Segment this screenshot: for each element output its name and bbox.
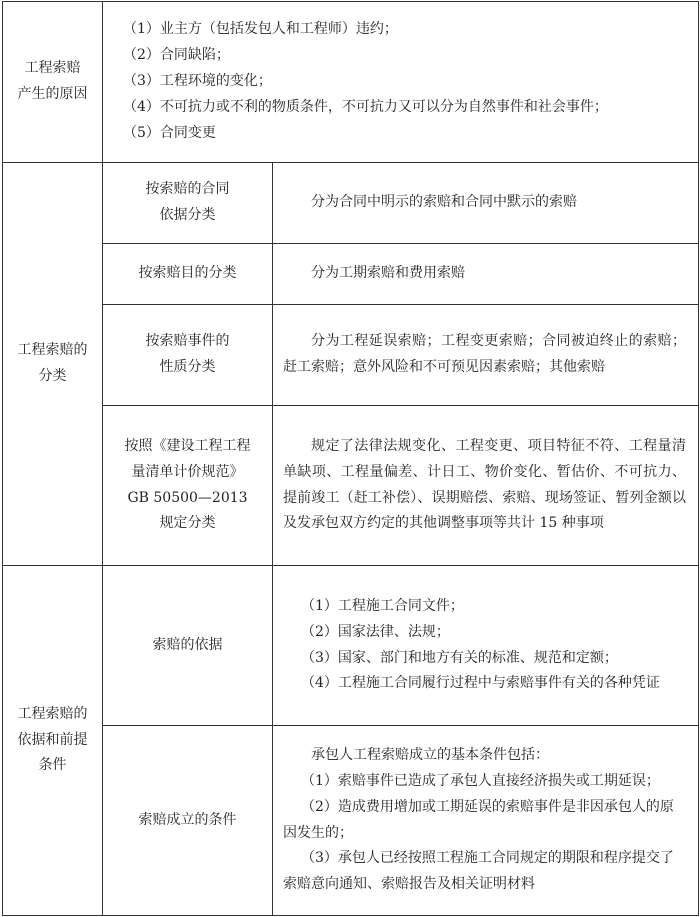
heading-line: 分类 (38, 368, 67, 384)
heading-line: 工程索赔的 (17, 705, 88, 722)
list-item: （2）合同缺陷； (123, 47, 230, 64)
heading-line: 产生的原因 (17, 86, 88, 102)
label-line: 依据分类 (159, 207, 216, 223)
table-row (3, 305, 699, 406)
label-line: 量清单计价规范》 (131, 463, 244, 480)
heading-line: 工程索赔 (24, 60, 81, 77)
list-item: （2）国家法律、法规； (301, 623, 450, 640)
classification-text: 分为工程延误索赔；工程变更索赔；合同被迫终止的索赔；赶工索赔；意外风险和不可预见因素索赔；其他索赔 (273, 305, 699, 406)
table-row (3, 163, 699, 244)
list-item: （1）业主方（包括发包人和工程师）违约； (123, 21, 398, 38)
table-row (3, 244, 699, 305)
basis-label: 索赔的依据 (103, 566, 273, 726)
section-heading-classification (3, 163, 103, 566)
label-line: 规定分类 (159, 515, 216, 532)
label-line: GB 50500—2013 (127, 489, 248, 506)
label-line: 按照《建设工程工程 (124, 437, 251, 454)
basis-list (273, 566, 699, 726)
list-item: （1）工程施工合同文件； (301, 597, 464, 614)
table-row (3, 2, 699, 163)
classification-text: 分为工期索赔和费用索赔 (273, 244, 699, 305)
list-item: （3）承包人已经按照工程施工合同规定的期限和程序提交了索赔意向通知、索赔报告及相关证明材料 (283, 850, 674, 893)
heading-line: 条件 (38, 757, 67, 774)
label-line: 性质分类 (159, 359, 216, 375)
heading-line: 工程索赔的 (17, 342, 88, 359)
conditions-intro: 承包人工程索赔成立的基本条件包括： (311, 746, 549, 763)
list-item: （5）合同变更 (123, 124, 216, 141)
conditions-label: 索赔成立的条件 (103, 726, 273, 916)
classification-label (103, 244, 273, 305)
label-line: 按索赔目的分类 (138, 265, 237, 282)
table-row (3, 566, 699, 726)
list-item: （2）造成费用增加或工期延误的索赔事件是非因承包人的原因发生的； (283, 798, 674, 841)
list-item: （3）工程环境的变化； (123, 73, 272, 90)
classification-text: 分为合同中明示的索赔和合同中默示的索赔 (273, 163, 699, 244)
causes-list (103, 2, 699, 163)
label-line: 按索赔事件的 (145, 333, 230, 350)
conditions-list (273, 726, 699, 916)
classification-label (103, 305, 273, 406)
list-item: （4）不可抗力或不利的物质条件，不可抗力又可以分为自然事件和社会事件； (123, 98, 608, 115)
heading-line: 依据和前提 (17, 731, 88, 748)
list-item: （4）工程施工合同履行过程中与索赔事件有关的各种凭证 (301, 675, 660, 692)
classification-text: 规定了法律法规变化、工程变更、项目特征不符、工程量清单缺项、工程量偏差、计日工、物价变化、暂估价、不可抗力、提前竣工（赶工补偿）、误期赔偿、索赔、现场签证、暂列金额以及发承包双方约定的其他调整事项等共计 15 种事项 (273, 406, 699, 566)
claims-table (2, 1, 699, 916)
list-item: （3）国家、部门和地方有关的标准、规范和定额； (301, 649, 618, 666)
label-line: 按索赔的合同 (145, 181, 230, 198)
section-heading-causes (3, 2, 103, 163)
section-heading-basis-conditions (3, 566, 103, 916)
table-row (3, 726, 699, 916)
classification-label (103, 406, 273, 566)
table-row (3, 406, 699, 566)
list-item: （1）索赔事件已造成了承包人直接经济损失或工期延误； (301, 772, 660, 789)
classification-label (103, 163, 273, 244)
